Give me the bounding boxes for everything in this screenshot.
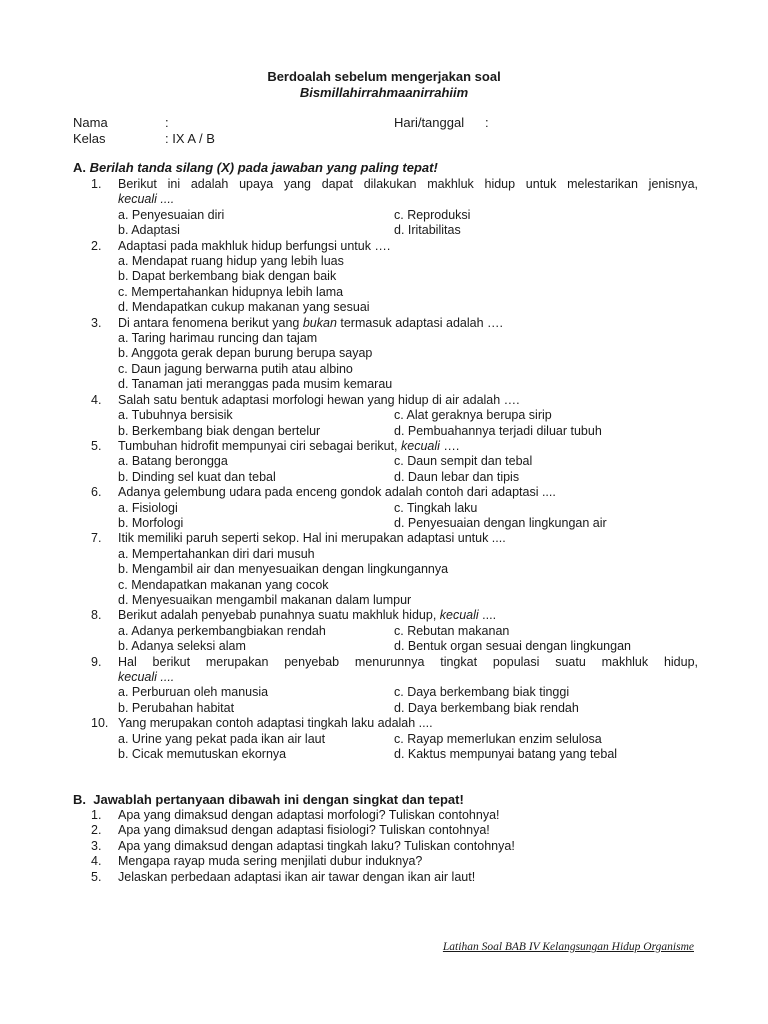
answer-option: d. Daun lebar dan tipis xyxy=(394,469,520,484)
essay-question xyxy=(73,808,673,823)
answer-options xyxy=(73,732,698,763)
answer-option: a. Penyesuaian diri xyxy=(118,207,225,222)
question-item xyxy=(73,316,698,393)
essay-question-number xyxy=(73,808,118,823)
essay-question xyxy=(73,854,673,869)
question-text xyxy=(118,239,698,254)
answer-option: b. Mengambil air dan menyesuaikan dengan lingkungannya xyxy=(118,562,449,577)
essay-question-number xyxy=(73,839,118,854)
question-line xyxy=(73,177,698,192)
section-a-title: Berilah tanda silang (X) pada jawaban yang paling tepat! xyxy=(89,160,438,175)
answer-options xyxy=(73,331,698,393)
section-a-heading xyxy=(73,160,438,175)
question-number xyxy=(73,655,118,670)
answer-options xyxy=(73,685,698,716)
answer-option: a. Fisiologi xyxy=(118,500,178,515)
essay-question xyxy=(73,823,673,838)
question-text-pre: Yang merupakan contoh adaptasi tingkah laku adalah .... xyxy=(118,716,433,731)
question-number xyxy=(73,393,118,408)
essay-question-number-text: 4. xyxy=(91,854,102,869)
question-text-continued: kecuali .... xyxy=(118,670,175,684)
answer-option: c. Daun jagung berwarna putih atau albino xyxy=(118,361,353,376)
answer-option: c. Mempertahankan hidupnya lebih lama xyxy=(118,284,344,299)
answer-options xyxy=(73,501,698,532)
question-line xyxy=(73,239,698,254)
nama-label: Nama xyxy=(73,115,108,130)
answer-option: b. Anggota gerak depan burung berupa sayap xyxy=(118,346,373,361)
question-text-pre: Adaptasi pada makhluk hidup berfungsi untuk …. xyxy=(118,238,391,253)
answer-option: d. Kaktus mempunyai batang yang tebal xyxy=(394,747,618,762)
essay-question-text: Mengapa rayap muda sering menjilati dubur induknya? xyxy=(118,854,423,869)
answer-option: c. Rebutan makanan xyxy=(394,623,510,638)
question-number-text: 2. xyxy=(91,238,102,253)
essay-question-number xyxy=(73,870,118,885)
question-number-text: 5. xyxy=(91,438,102,453)
answer-option: b. Adanya seleksi alam xyxy=(118,639,246,654)
question-text-pre: Hal berikut merupakan penyebab menurunnya tingkat populasi suatu makhluk hidup, xyxy=(118,654,698,669)
header-prayer: Berdoalah sebelum mengerjakan soal xyxy=(267,69,501,84)
section-b-heading xyxy=(73,792,464,807)
multiple-choice-list xyxy=(73,177,698,762)
question-text-pre: Berikut adalah penyebab punahnya suatu makhluk hidup, xyxy=(118,608,440,623)
essay-question-number xyxy=(73,823,118,838)
answer-options xyxy=(73,408,698,439)
question-number xyxy=(73,485,118,500)
question-item xyxy=(73,716,698,762)
answer-option: b. Dapat berkembang biak dengan baik xyxy=(118,269,337,284)
essay-question-number-text: 1. xyxy=(91,808,102,822)
answer-option: c. Mendapatkan makanan yang cocok xyxy=(118,577,329,592)
question-number-text: 6. xyxy=(91,485,102,500)
question-text xyxy=(118,531,698,546)
answer-option: d. Penyesuaian dengan lingkungan air xyxy=(394,515,607,530)
answer-options xyxy=(73,454,698,485)
question-line xyxy=(73,716,698,731)
question-line xyxy=(73,608,698,623)
question-item xyxy=(73,608,698,654)
essay-question xyxy=(73,870,673,885)
essay-question xyxy=(73,839,673,854)
essay-question-text: Apa yang dimaksud dengan adaptasi morfologi? Tuliskan contohnya! xyxy=(118,808,500,822)
answer-option: d. Daya berkembang biak rendah xyxy=(394,700,579,715)
answer-option: a. Batang berongga xyxy=(118,454,228,469)
essay-question-text: Jelaskan perbedaan adaptasi ikan air tawar dengan ikan air laut! xyxy=(118,869,476,884)
answer-option: b. Morfologi xyxy=(118,515,184,530)
question-number-text: 9. xyxy=(91,654,102,669)
question-text-pre: Adanya gelembung udara pada enceng gondok adalah contoh dari adaptasi .... xyxy=(118,485,556,500)
answer-option: a. Mendapat ruang hidup yang lebih luas xyxy=(118,254,344,269)
answer-option: a. Taring harimau runcing dan tajam xyxy=(118,331,318,346)
question-number-text: 1. xyxy=(91,177,102,191)
answer-option: d. Pembuahannya terjadi diluar tubuh xyxy=(394,423,602,438)
question-item xyxy=(73,439,698,485)
question-text-pre: Salah satu bentuk adaptasi morfologi hewan yang hidup di air adalah …. xyxy=(118,392,520,407)
question-number xyxy=(73,608,118,623)
answer-option: d. Bentuk organ sesuai dengan lingkungan xyxy=(394,639,631,654)
nama-colon: : xyxy=(165,115,169,130)
section-a-label: A. xyxy=(73,160,86,175)
question-text xyxy=(118,316,698,331)
answer-options xyxy=(73,624,698,655)
kelas-value: : IX A / B xyxy=(165,131,215,146)
answer-options xyxy=(73,254,698,316)
answer-option: c. Daya berkembang biak tinggi xyxy=(394,685,570,700)
answer-option: c. Tingkah laku xyxy=(394,500,478,515)
question-item xyxy=(73,485,698,531)
answer-option: a. Adanya perkembangbiakan rendah xyxy=(118,623,326,638)
answer-option: c. Reproduksi xyxy=(394,207,471,222)
question-line xyxy=(73,485,698,500)
question-number-text: 7. xyxy=(91,531,102,546)
answer-option: b. Cicak memutuskan ekornya xyxy=(118,747,287,762)
answer-option: b. Adaptasi xyxy=(118,223,180,238)
question-number-text: 8. xyxy=(91,608,102,623)
question-number-text: 10. xyxy=(91,716,109,731)
essay-question-number xyxy=(73,854,118,869)
question-text-continued: kecuali .... xyxy=(118,192,175,207)
kelas-label: Kelas xyxy=(73,131,106,146)
question-text-emphasis: kecuali xyxy=(439,608,479,623)
question-item xyxy=(73,655,698,717)
question-text xyxy=(118,439,698,454)
question-line xyxy=(73,393,698,408)
hari-tanggal-label: Hari/tanggal xyxy=(394,115,465,130)
answer-option: a. Urine yang pekat pada ikan air laut xyxy=(118,731,326,746)
header-bismillah: Bismillahirrahmaanirrahiim xyxy=(299,85,469,100)
answer-option: b. Perubahan habitat xyxy=(118,700,235,715)
essay-question-list xyxy=(73,808,673,885)
question-item xyxy=(73,177,698,239)
essay-question-number-text: 2. xyxy=(91,823,102,838)
answer-option: b. Dinding sel kuat dan tebal xyxy=(118,469,276,484)
question-text xyxy=(118,655,698,670)
question-text-post: termasuk adaptasi adalah …. xyxy=(336,315,503,330)
answer-option: b. Berkembang biak dengan bertelur xyxy=(118,423,321,438)
answer-option: d. Mendapatkan cukup makanan yang sesuai xyxy=(118,300,370,315)
essay-question-text: Apa yang dimaksud dengan adaptasi tingkah laku? Tuliskan contohnya! xyxy=(118,838,515,853)
question-text-pre: Tumbuhan hidrofit mempunyai ciri sebagai berikut, xyxy=(118,438,402,453)
question-text-pre: Itik memiliki paruh seperti sekop. Hal ini merupakan adaptasi untuk .... xyxy=(118,531,506,546)
essay-question-number-text: 3. xyxy=(91,838,102,853)
answer-option: d. Tanaman jati meranggas pada musim kemarau xyxy=(118,377,393,392)
question-number-text: 3. xyxy=(91,315,102,330)
question-text-pre: Berikut ini adalah upaya yang dapat dilakukan makhluk hidup untuk melestarikan jenisnya, xyxy=(118,177,698,191)
question-item xyxy=(73,239,698,316)
section-b-title: Jawablah pertanyaan dibawah ini dengan singkat dan tepat! xyxy=(93,792,464,807)
hari-tanggal-colon: : xyxy=(485,115,489,130)
question-line xyxy=(73,531,698,546)
answer-option: a. Perburuan oleh manusia xyxy=(118,685,269,700)
question-text xyxy=(118,393,698,408)
question-number xyxy=(73,531,118,546)
answer-option: d. Menyesuaikan mengambil makanan dalam lumpur xyxy=(118,592,412,607)
question-number xyxy=(73,439,118,454)
question-line xyxy=(73,439,698,454)
question-number xyxy=(73,239,118,254)
essay-question-number-text: 5. xyxy=(91,869,102,884)
question-number-text: 4. xyxy=(91,392,102,407)
question-text xyxy=(118,177,698,192)
question-text xyxy=(118,716,698,731)
question-text xyxy=(118,485,698,500)
question-line xyxy=(73,655,698,670)
question-number xyxy=(73,177,118,192)
question-item xyxy=(73,393,698,439)
question-text-post: .... xyxy=(478,608,497,623)
essay-question-text: Apa yang dimaksud dengan adaptasi fisiologi? Tuliskan contohnya! xyxy=(118,823,490,838)
answer-options xyxy=(73,208,698,239)
question-text-post: …. xyxy=(439,438,460,453)
footer-caption: Latihan Soal BAB IV Kelangsungan Hidup Organisme xyxy=(442,941,694,953)
question-number xyxy=(73,716,118,731)
question-line xyxy=(73,316,698,331)
answer-option: c. Daun sempit dan tebal xyxy=(394,454,533,469)
question-number xyxy=(73,316,118,331)
question-text-emphasis: bukan xyxy=(302,315,337,330)
answer-option: d. Iritabilitas xyxy=(394,223,461,238)
answer-option: c. Alat geraknya berupa sirip xyxy=(394,408,552,423)
question-text-emphasis: kecuali xyxy=(401,438,440,453)
answer-option: c. Rayap memerlukan enzim selulosa xyxy=(394,731,602,746)
question-text xyxy=(118,608,698,623)
answer-options xyxy=(73,547,698,609)
section-b-label: B. xyxy=(73,792,86,807)
question-text-pre: Di antara fenomena berikut yang xyxy=(118,315,303,330)
question-item xyxy=(73,531,698,608)
answer-option: a. Mempertahankan diri dari musuh xyxy=(118,546,315,561)
answer-option: a. Tubuhnya bersisik xyxy=(118,408,233,423)
